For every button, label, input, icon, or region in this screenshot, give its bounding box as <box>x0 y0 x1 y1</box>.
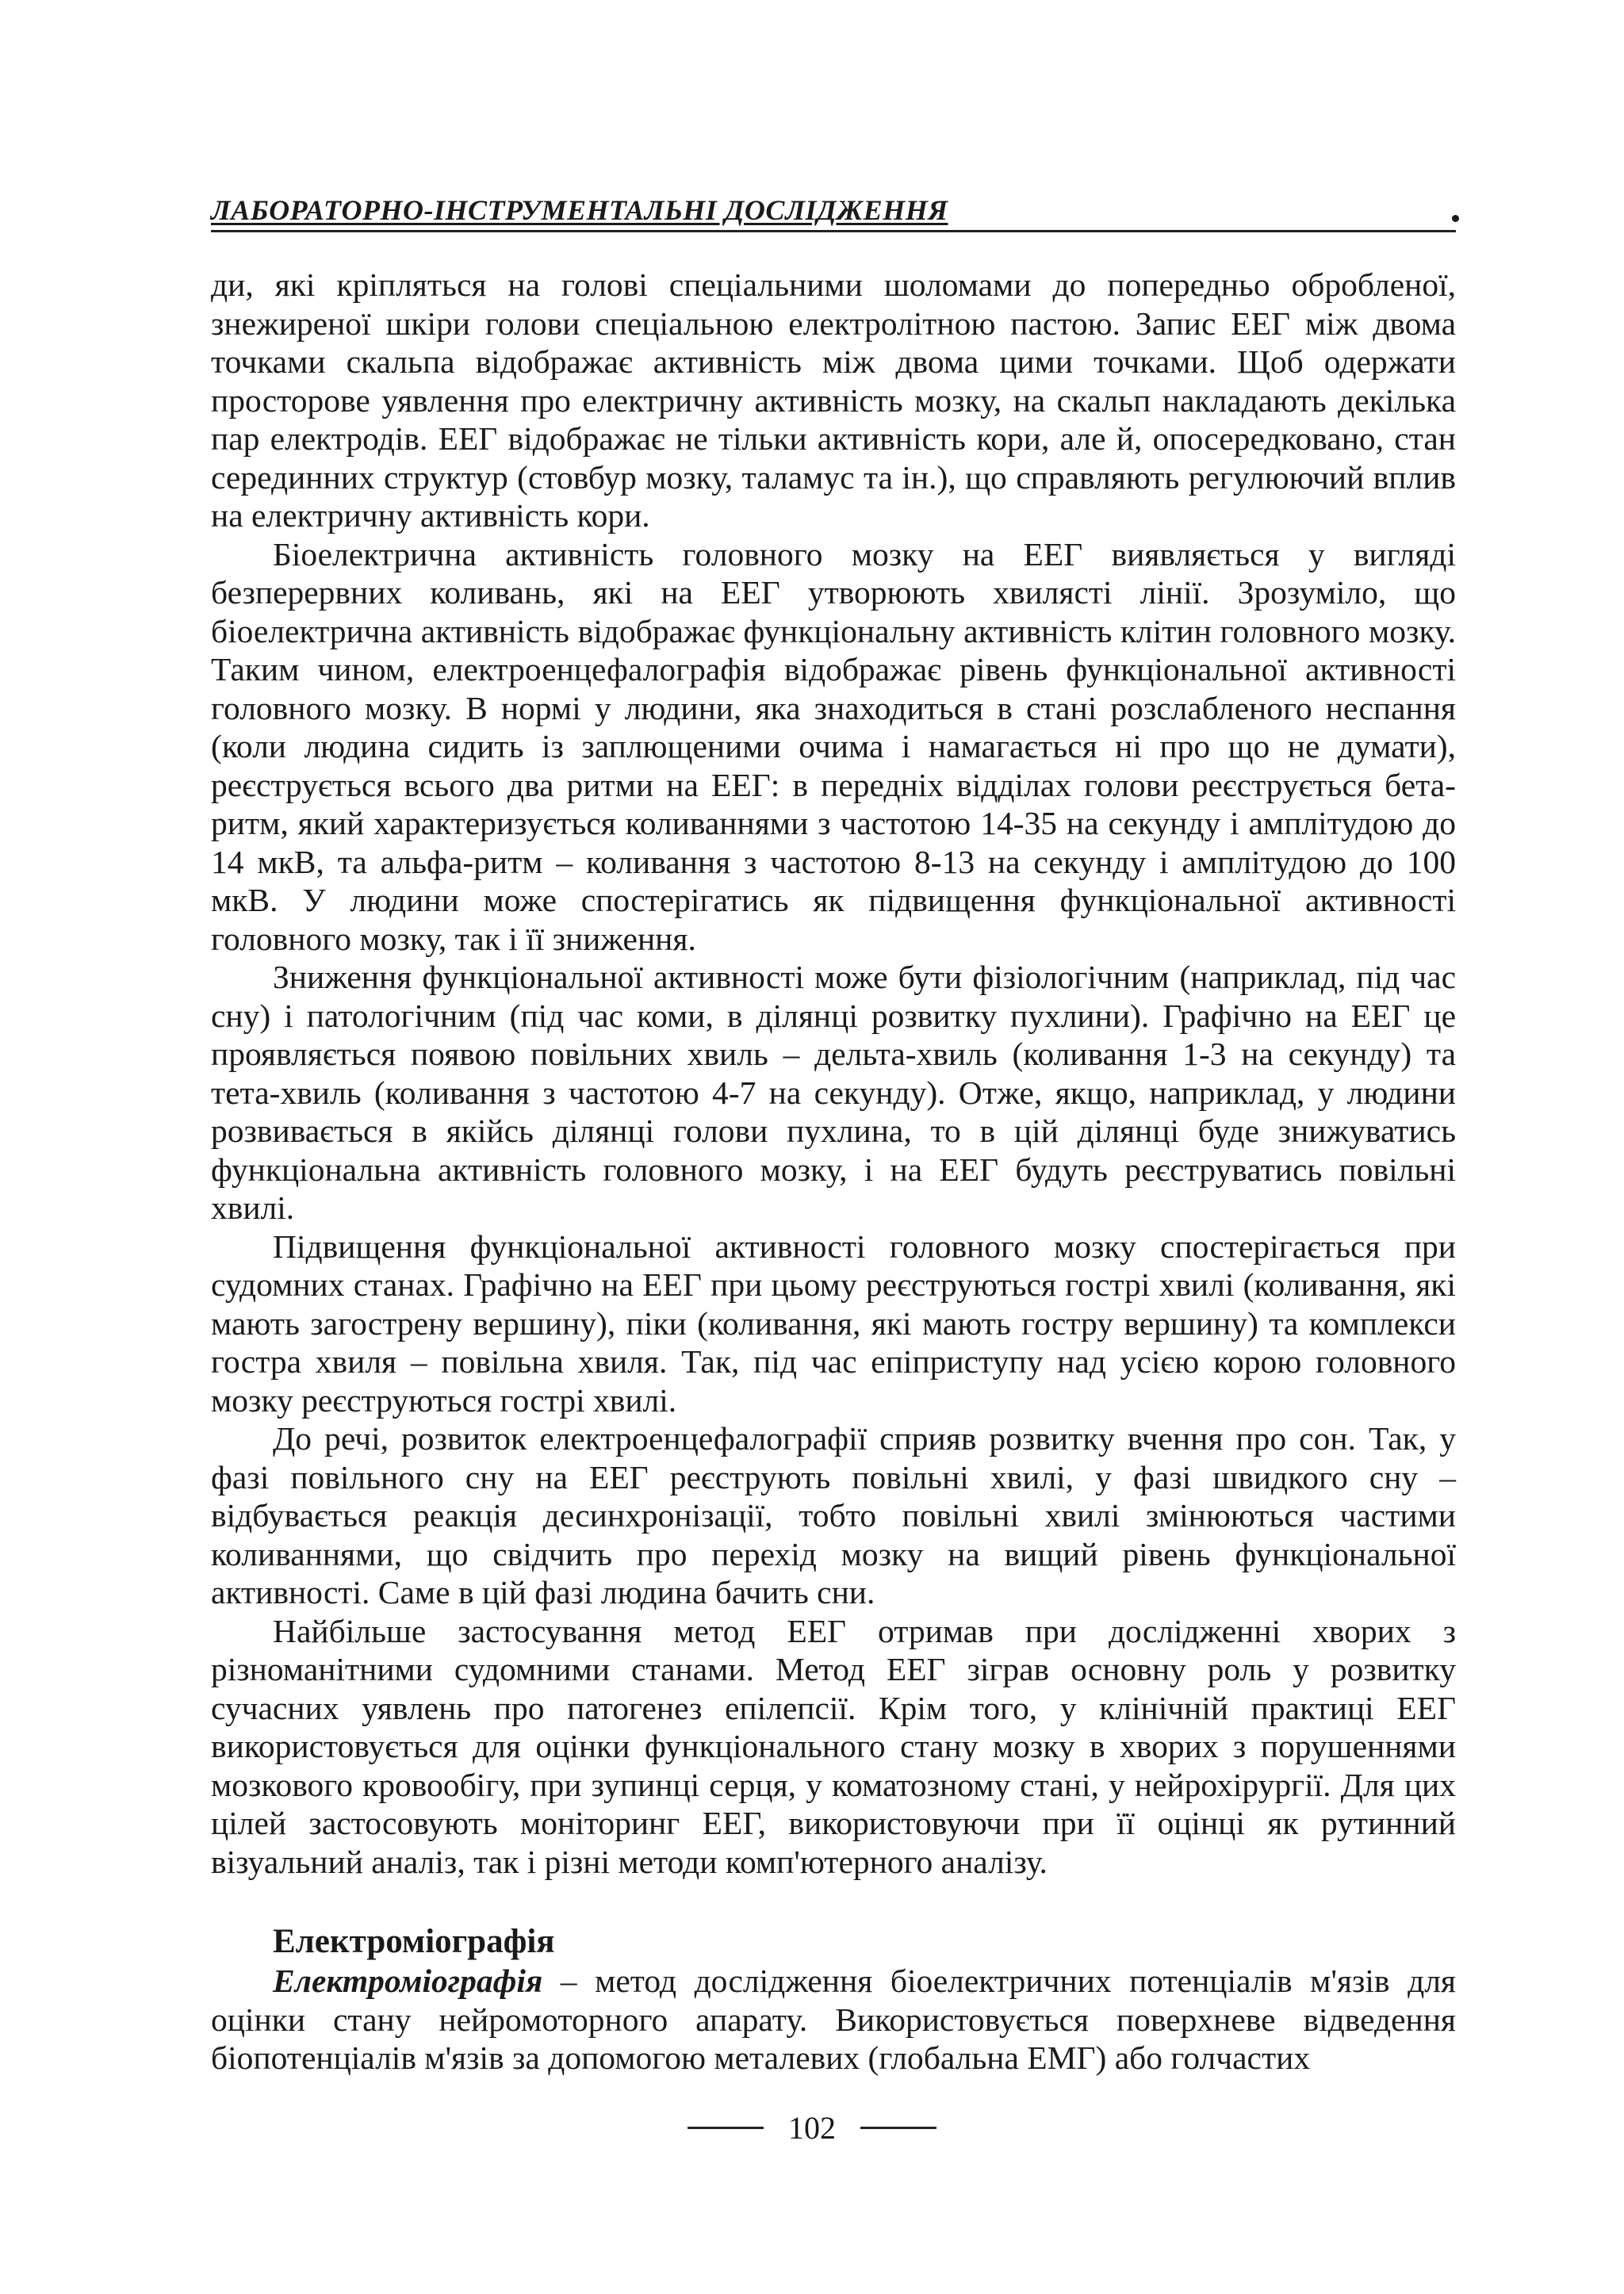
footer-rule-right <box>860 2127 936 2129</box>
footer-rule-left <box>688 2127 764 2129</box>
paragraph-bioelectric-activity: Біоелектрична активність головного мозку на ЕЕГ виявляється у вигляді безперервних коливань, які на ЕЕГ утворюють хвилясті лінії. Зрозуміло, що біоелектрична активність відображає функціональну активність клітин головного мозку. Таким чином, електроенцефалографія відображає рівень функціональної активності головного мозку. В нормі у людини, яка знаходиться в стані розслабленого неспання (коли людина сидить із заплющеними очима і намагається ні про що не думати), реєструється всього два ритми на ЕЕГ: в передніх відділах голови реєструється бета-ритм, який характеризується коливаннями з частотою 14-35 на секунду і амплітудою до 14 мкВ, та альфа-ритм – коливання з частотою 8-13 на секунду і амплітудою до 100 мкВ. У людини може спостерігатись як підвищення функціональної активності головного мозку, так і її зниження. <box>211 535 1456 957</box>
paragraph-continuation: ди, які кріпляться на голові спеціальними шоломами до попередньо обробленої, знежиреної шкіри голови спеціальною електролітною пастою. Запис ЕЕГ між двома точками скальпа відображає активність між двома цими точками. Щоб одержати просторове уявлення про електричну активність мозку, на скальп накладають декілька пар електродів. ЕЕГ відображає не тільки активність кори, але й, опосередковано, стан серединних структур (стовбур мозку, таламус та ін.), що справляють регулюючий вплив на електричну активність кори. <box>211 266 1456 534</box>
paragraph-sleep: До речі, розвиток електроенцефалографії сприяв розвитку вчення про сон. Так, у фазі повільного сну на ЕЕГ реєструють повільні хвилі, у фазі швидкого сну – відбувається реакція десинхронізації, тобто повільні хвилі змінюються частими коливаннями, що свідчить про перехід мозку на вищий рівень функціональної активності. Саме в цій фазі людина бачить сни. <box>211 1420 1456 1610</box>
paragraph-increased-activity: Підвищення функціональної активності головного мозку спостерігається при судомних станах. Графічно на ЕЕГ при цьому реєструються гострі хвилі (коливання, які мають загострену вершину), піки (коливання, які мають гостру вершину) та комплекси гостра хвиля – повільна хвиля. Так, під час епіприступу над усією корою головного мозку реєструються гострі хвилі. <box>211 1227 1456 1419</box>
paragraph-emg-definition <box>211 1962 1456 2078</box>
running-header <box>211 190 1456 232</box>
definition-text: – метод дослідження біоелектричних потенціалів м'язів для оцінки стану нейромоторного апарату. Використовується поверхневе відведення біопотенціалів м'язів за допомогою металевих (глобальна ЕМГ) або голчастих <box>211 1963 1456 2076</box>
body-text <box>211 266 1456 2078</box>
defined-term: Електроміографія <box>273 1963 543 1999</box>
header-bullet-icon <box>1452 215 1459 222</box>
section-heading: Електроміографія <box>273 1923 555 1960</box>
paragraph-reduced-activity: Зниження функціональної активності може бути фізіологічним (наприклад, під час сну) і патологічним (під час коми, в ділянці розвитку пухлини). Графічно на ЕЕГ це проявляється появою повільних хвиль – дельта-хвиль (коливання 1-3 на секунду) та тета-хвиль (коливання з частотою 4-7 на секунду). Отже, якщо, наприклад, у людини розвивається в якійсь ділянці голови пухлина, то в цій ділянці буде знижуватись функціональна активність головного мозку, і на ЕЕГ будуть реєструватись повільні хвилі. <box>211 959 1456 1226</box>
page-footer <box>0 2109 1624 2157</box>
paragraph-applications: Найбільше застосування метод ЕЕГ отримав при дослідженні хворих з різноманітними судомними станами. Метод ЕЕГ зіграв основну роль у розвитку сучасних уявлень про патогенез епілепсії. Крім того, у клінічній практиці ЕЕГ використовується для оцінки функціонального стану мозку в хворих з порушеннями мозкового кровообігу, при зупинці серця, у коматозному стані, у нейрохірургії. Для цих цілей застосовують моніторинг ЕЕГ, використовуючи при її оцінці як рутинний візуальний аналіз, так і різні методи комп'ютерного аналізу. <box>211 1612 1456 1880</box>
running-header-title: ЛАБОРАТОРНО-ІНСТРУМЕНТАЛЬНІ ДОСЛІДЖЕННЯ <box>211 194 948 226</box>
page-number: 102 <box>788 2110 836 2146</box>
